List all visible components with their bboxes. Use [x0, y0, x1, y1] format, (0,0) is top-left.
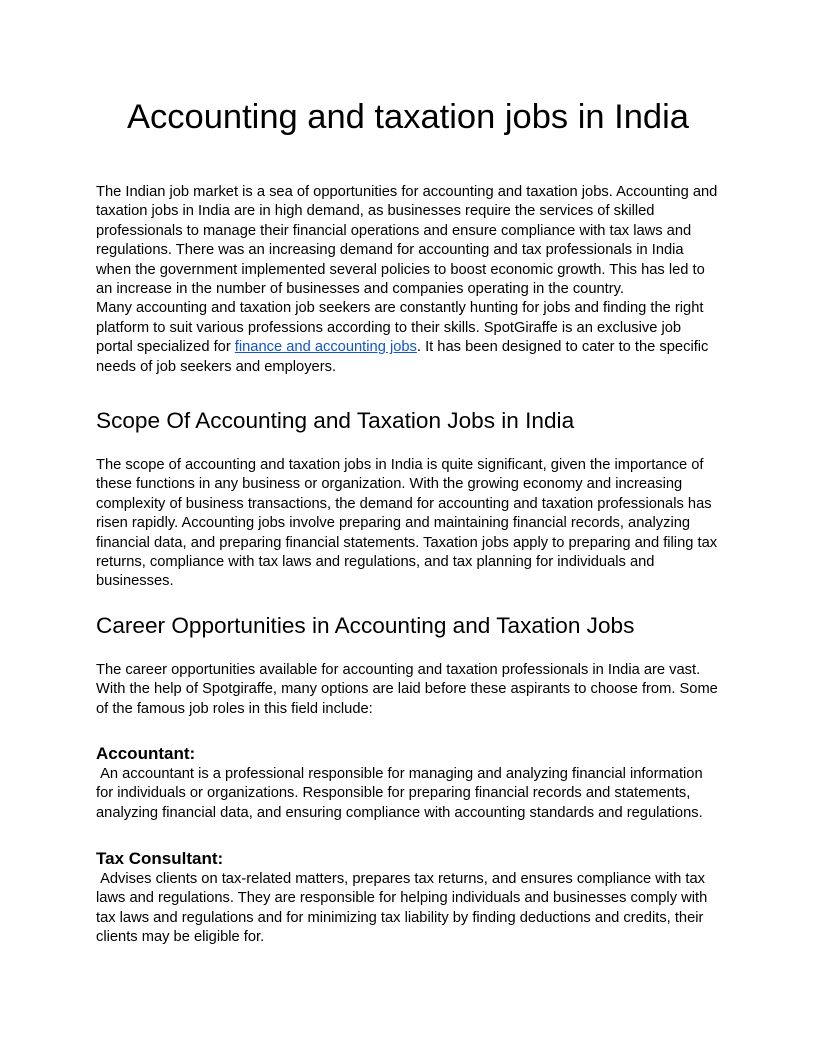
career-paragraph: The career opportunities available for accounting and taxation professionals in India are vast. With the help of Spotgiraffe, many options are laid before these aspirants to choose from. Some of the famous job roles in this field include:: [96, 662, 718, 717]
tax-consultant-heading: Tax Consultant:: [96, 849, 224, 868]
tax-consultant-description: Advises clients on tax-related matters, prepares tax returns, and ensures compliance with tax laws and regulations. They are responsible for helping individuals and businesses comply with tax laws and regulations and for minimizing tax liability by finding deductions and credits, their clients may be eligible for.: [96, 871, 708, 946]
accountant-heading: Accountant:: [96, 744, 196, 763]
intro-paragraph-2-text-before: Many accounting and taxation job seekers are constantly hunting for jobs and finding the right platform to suit various professions according to their skills. SpotGiraffe is an exclusive job portal specialized for: [96, 300, 704, 356]
document-title: Accounting and taxation jobs in India: [127, 98, 689, 136]
career-heading: Career Opportunities in Accounting and Taxation Jobs: [96, 613, 635, 638]
scope-paragraph: The scope of accounting and taxation jobs in India is quite significant, given the importance of these functions in any business or organization. With the growing economy and increasing complexity of business transactions, the demand for accounting and taxation professionals has risen rapidly. Accounting jobs involve preparing and maintaining financial records, analyzing financial data, and preparing financial statements. Taxation jobs apply to preparing and filing tax returns, compliance with tax laws and regulations, and tax planning for individuals and businesses.: [96, 457, 718, 590]
scope-heading: Scope Of Accounting and Taxation Jobs in India: [96, 408, 575, 433]
intro-paragraph-1: The Indian job market is a sea of opportunities for accounting and taxation jobs. Accounting and taxation jobs in India are in high demand, as businesses require the services of skilled professionals to manage their financial operations and ensure compliance with tax laws and regulations. There was an increasing demand for accounting and tax professionals in India when the government implemented several policies to boost economic growth. This has led to an increase in the number of businesses and companies operating in the country.: [96, 184, 718, 298]
intro-paragraph-2-text-after: . It has been designed to cater to the specific needs of job seekers and employers.: [96, 339, 709, 375]
accountant-description: An accountant is a professional responsible for managing and analyzing financial information for individuals or organizations. Responsible for preparing financial records and statements, analyzing financial data, and ensuring compliance with accounting standards and regulations.: [96, 766, 703, 821]
intro-paragraph: [96, 183, 720, 377]
finance-accounting-jobs-link[interactable]: finance and accounting jobs: [234, 339, 417, 356]
